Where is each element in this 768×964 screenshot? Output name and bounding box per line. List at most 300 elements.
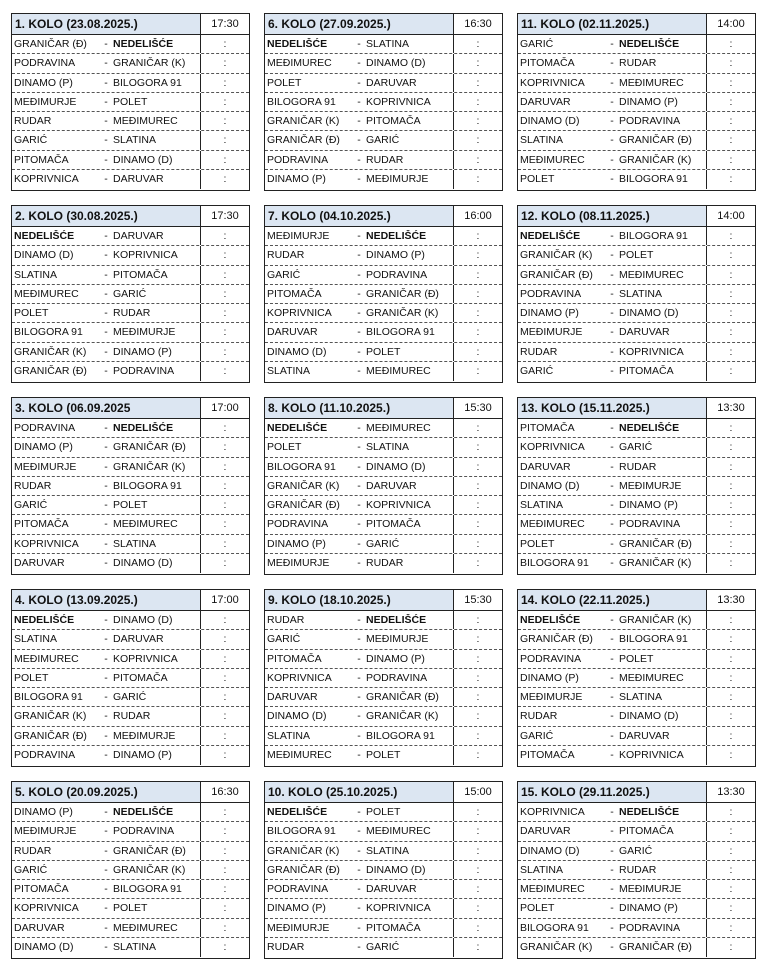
separator: - (610, 652, 614, 665)
match-row (518, 496, 755, 515)
separator: - (610, 38, 614, 51)
separator: - (357, 863, 361, 876)
away-team: SLATINA (619, 287, 662, 300)
separator: - (610, 537, 614, 550)
round-header (265, 14, 502, 35)
home-team: NEDELIŠĆE (14, 230, 75, 243)
away-team: POLET (619, 249, 654, 262)
home-team: KOPRIVNICA (267, 307, 332, 320)
separator: - (610, 806, 614, 819)
away-team: MEĐIMUREC (619, 76, 684, 89)
score-cell: : (200, 669, 249, 687)
home-team: GRANIČAR (Đ) (520, 633, 593, 646)
match-row (12, 93, 249, 112)
score-cell: : (453, 803, 502, 821)
round-table (264, 205, 503, 383)
away-team: DARUVAR (113, 633, 164, 646)
separator: - (104, 729, 108, 742)
match-row (518, 112, 755, 131)
separator: - (357, 153, 361, 166)
round-title: 10. KOLO (25.10.2025.) (268, 785, 398, 799)
score-cell: : (706, 362, 755, 381)
home-team: SLATINA (267, 365, 310, 378)
home-team: GARIĆ (14, 863, 48, 876)
home-team: SLATINA (520, 863, 563, 876)
score-cell: : (200, 554, 249, 573)
separator: - (357, 345, 361, 358)
match-row (12, 880, 249, 899)
home-team: PITOMAČA (520, 749, 575, 762)
match-row (518, 151, 755, 170)
separator: - (104, 249, 108, 262)
round-table (517, 781, 756, 959)
separator: - (357, 710, 361, 723)
away-team: MEĐIMUREC (113, 921, 178, 934)
separator: - (104, 614, 108, 627)
home-team: DINAMO (P) (14, 806, 73, 819)
away-team: GARIĆ (619, 844, 653, 857)
home-team: POLET (14, 671, 49, 684)
home-team: DINAMO (P) (520, 671, 579, 684)
round-title: 15. KOLO (29.11.2025.) (521, 785, 650, 799)
away-team: DINAMO (D) (113, 557, 173, 570)
separator: - (357, 825, 361, 838)
score-cell: : (453, 650, 502, 668)
home-team: DARUVAR (520, 825, 571, 838)
match-row (265, 170, 502, 189)
score-cell: : (200, 727, 249, 745)
away-team: NEDELIŠĆE (113, 38, 174, 51)
home-team: PODRAVINA (520, 287, 582, 300)
home-team: NEDELIŠĆE (14, 614, 75, 627)
home-team: RUDAR (520, 345, 558, 358)
home-team: BILOGORA 91 (520, 557, 589, 570)
away-team: POLET (619, 652, 654, 665)
away-team: MEĐIMUREC (366, 365, 431, 378)
score-cell: : (706, 131, 755, 149)
round-title: 4. KOLO (13.09.2025.) (15, 593, 138, 607)
away-team: GARIĆ (366, 134, 400, 147)
score-cell: : (453, 880, 502, 898)
separator: - (610, 479, 614, 492)
score-cell: : (706, 554, 755, 573)
match-row (265, 515, 502, 534)
away-team: GARIĆ (113, 287, 147, 300)
separator: - (610, 441, 614, 454)
match-row (518, 35, 755, 54)
separator: - (610, 749, 614, 762)
round-table (517, 13, 756, 191)
home-team: GRANIČAR (Đ) (267, 863, 340, 876)
home-team: GARIĆ (14, 499, 48, 512)
home-team: KOPRIVNICA (520, 806, 585, 819)
match-row (265, 343, 502, 362)
kickoff-time: 13:30 (706, 590, 755, 610)
kickoff-time: 16:30 (200, 782, 249, 802)
away-team: KOPRIVNICA (619, 749, 684, 762)
separator: - (610, 230, 614, 243)
kickoff-time: 14:00 (706, 206, 755, 226)
separator: - (357, 537, 361, 550)
score-cell: : (453, 131, 502, 149)
separator: - (357, 57, 361, 70)
kickoff-time: 15:00 (453, 782, 502, 802)
match-row (265, 362, 502, 381)
score-cell: : (200, 803, 249, 821)
separator: - (610, 173, 614, 186)
score-cell: : (200, 438, 249, 456)
score-cell: : (706, 535, 755, 553)
home-team: NEDELIŠĆE (267, 422, 328, 435)
score-cell: : (200, 266, 249, 284)
separator: - (357, 844, 361, 857)
away-team: NEDELIŠĆE (113, 422, 174, 435)
separator: - (104, 537, 108, 550)
away-team: GARIĆ (366, 941, 400, 954)
score-cell: : (200, 496, 249, 514)
home-team: PITOMAČA (14, 518, 69, 531)
home-team: RUDAR (267, 941, 305, 954)
score-cell: : (706, 630, 755, 648)
home-team: BILOGORA 91 (14, 691, 83, 704)
score-cell: : (200, 419, 249, 437)
away-team: MEĐIMUREC (113, 518, 178, 531)
home-team: BILOGORA 91 (267, 460, 336, 473)
match-row (518, 803, 755, 822)
separator: - (104, 691, 108, 704)
score-cell: : (453, 112, 502, 130)
match-row (265, 554, 502, 573)
home-team: DINAMO (P) (520, 307, 579, 320)
away-team: PODRAVINA (619, 921, 681, 934)
round-table (517, 397, 756, 575)
round-header (12, 590, 249, 611)
home-team: GARIĆ (520, 729, 554, 742)
match-row (265, 246, 502, 265)
away-team: POLET (113, 902, 148, 915)
match-row (12, 669, 249, 688)
match-row (12, 74, 249, 93)
separator: - (610, 76, 614, 89)
away-team: RUDAR (113, 307, 151, 320)
score-cell: : (453, 707, 502, 725)
score-cell: : (706, 727, 755, 745)
away-team: PITOMAČA (619, 825, 674, 838)
match-row (265, 650, 502, 669)
score-cell: : (706, 170, 755, 189)
separator: - (357, 806, 361, 819)
home-team: PODRAVINA (267, 153, 329, 166)
round-header (518, 206, 755, 227)
match-row (12, 899, 249, 918)
match-row (12, 515, 249, 534)
round-table (517, 589, 756, 767)
score-cell: : (200, 611, 249, 629)
home-team: GARIĆ (14, 134, 48, 147)
score-cell: : (706, 803, 755, 821)
away-team: BILOGORA 91 (113, 76, 182, 89)
away-team: BILOGORA 91 (619, 633, 688, 646)
away-team: DINAMO (D) (366, 460, 426, 473)
score-cell: : (453, 515, 502, 533)
home-team: DINAMO (D) (14, 941, 74, 954)
separator: - (104, 557, 108, 570)
round-title: 7. KOLO (04.10.2025.) (268, 209, 391, 223)
away-team: SLATINA (113, 537, 156, 550)
round-table (11, 397, 250, 575)
away-team: KOPRIVNICA (366, 902, 431, 915)
score-cell: : (200, 630, 249, 648)
score-cell: : (200, 246, 249, 264)
separator: - (104, 749, 108, 762)
score-cell: : (706, 669, 755, 687)
kickoff-time: 17:00 (200, 398, 249, 418)
separator: - (104, 230, 108, 243)
score-cell: : (453, 554, 502, 573)
away-team: BILOGORA 91 (619, 173, 688, 186)
score-cell: : (453, 611, 502, 629)
separator: - (104, 307, 108, 320)
away-team: SLATINA (619, 691, 662, 704)
round-title: 12. KOLO (08.11.2025.) (521, 209, 650, 223)
home-team: GRANIČAR (Đ) (14, 38, 87, 51)
away-team: POLET (366, 345, 401, 358)
match-row (12, 170, 249, 189)
kickoff-time: 17:30 (200, 14, 249, 34)
separator: - (104, 902, 108, 915)
away-team: RUDAR (113, 710, 151, 723)
separator: - (357, 499, 361, 512)
score-cell: : (453, 477, 502, 495)
match-row (518, 535, 755, 554)
score-cell: : (706, 515, 755, 533)
separator: - (357, 76, 361, 89)
home-team: DARUVAR (520, 95, 571, 108)
home-team: MEĐIMUREC (520, 883, 585, 896)
match-row (518, 669, 755, 688)
match-row (12, 266, 249, 285)
separator: - (104, 671, 108, 684)
away-team: DINAMO (P) (113, 749, 172, 762)
round-table (11, 13, 250, 191)
away-team: PITOMAČA (113, 671, 168, 684)
away-team: DINAMO (D) (113, 153, 173, 166)
away-team: BILOGORA 91 (366, 729, 435, 742)
home-team: POLET (267, 76, 302, 89)
score-cell: : (453, 669, 502, 687)
home-team: PITOMAČA (267, 287, 322, 300)
round-header (518, 782, 755, 803)
score-cell: : (200, 938, 249, 957)
match-row (265, 266, 502, 285)
score-cell: : (453, 285, 502, 303)
home-team: BILOGORA 91 (14, 326, 83, 339)
kickoff-time: 13:30 (706, 782, 755, 802)
score-cell: : (706, 93, 755, 111)
home-team: GRANIČAR (Đ) (14, 365, 87, 378)
round-title: 1. KOLO (23.08.2025.) (15, 17, 138, 31)
separator: - (357, 307, 361, 320)
home-team: MEĐIMURJE (14, 95, 77, 108)
match-row (12, 919, 249, 938)
fixtures-grid (11, 13, 755, 959)
score-cell: : (200, 35, 249, 53)
round-title: 5. KOLO (20.09.2025.) (15, 785, 138, 799)
match-row (265, 611, 502, 630)
separator: - (357, 230, 361, 243)
separator: - (357, 326, 361, 339)
match-row (12, 285, 249, 304)
match-row (518, 246, 755, 265)
kickoff-time: 15:30 (453, 590, 502, 610)
kickoff-time: 17:00 (200, 590, 249, 610)
score-cell: : (453, 496, 502, 514)
separator: - (610, 460, 614, 473)
away-team: POLET (366, 749, 401, 762)
score-cell: : (706, 323, 755, 341)
separator: - (357, 173, 361, 186)
separator: - (610, 557, 614, 570)
home-team: GRANIČAR (Đ) (14, 729, 87, 742)
home-team: PODRAVINA (520, 652, 582, 665)
home-team: GARIĆ (520, 38, 554, 51)
score-cell: : (200, 535, 249, 553)
match-row (265, 151, 502, 170)
score-cell: : (453, 458, 502, 476)
score-cell: : (706, 151, 755, 169)
match-row (265, 727, 502, 746)
score-cell: : (453, 266, 502, 284)
score-cell: : (200, 93, 249, 111)
match-row (518, 861, 755, 880)
separator: - (104, 95, 108, 108)
separator: - (357, 921, 361, 934)
match-row (12, 707, 249, 726)
separator: - (610, 633, 614, 646)
home-team: GRANIČAR (K) (520, 249, 593, 262)
home-team: NEDELIŠĆE (267, 38, 328, 51)
match-row (265, 54, 502, 73)
separator: - (104, 633, 108, 646)
home-team: PITOMAČA (267, 652, 322, 665)
home-team: MEĐIMURJE (267, 921, 330, 934)
home-team: RUDAR (267, 614, 305, 627)
match-row (518, 842, 755, 861)
match-row (518, 170, 755, 189)
match-row (518, 227, 755, 246)
score-cell: : (706, 650, 755, 668)
separator: - (357, 287, 361, 300)
separator: - (104, 422, 108, 435)
away-team: PODRAVINA (366, 671, 428, 684)
score-cell: : (453, 727, 502, 745)
home-team: GRANIČAR (K) (14, 710, 87, 723)
match-row (518, 515, 755, 534)
score-cell: : (706, 246, 755, 264)
score-cell: : (706, 861, 755, 879)
away-team: GRANIČAR (Đ) (366, 287, 439, 300)
score-cell: : (200, 842, 249, 860)
away-team: SLATINA (113, 134, 156, 147)
separator: - (357, 95, 361, 108)
score-cell: : (706, 746, 755, 765)
home-team: PODRAVINA (14, 749, 76, 762)
match-row (518, 727, 755, 746)
away-team: DINAMO (P) (366, 652, 425, 665)
away-team: POLET (366, 806, 401, 819)
score-cell: : (453, 93, 502, 111)
round-table (11, 205, 250, 383)
round-header (265, 206, 502, 227)
home-team: GRANIČAR (Đ) (267, 134, 340, 147)
home-team: GRANIČAR (K) (267, 479, 340, 492)
match-row (12, 227, 249, 246)
score-cell: : (706, 919, 755, 937)
score-cell: : (706, 707, 755, 725)
score-cell: : (200, 74, 249, 92)
match-row (518, 899, 755, 918)
match-row (12, 822, 249, 841)
match-row (265, 842, 502, 861)
away-team: POLET (113, 499, 148, 512)
separator: - (357, 38, 361, 51)
away-team: PITOMAČA (366, 518, 421, 531)
home-team: MEĐIMUREC (14, 652, 79, 665)
separator: - (104, 806, 108, 819)
home-team: GRANIČAR (Đ) (267, 499, 340, 512)
separator: - (104, 38, 108, 51)
home-team: DINAMO (D) (267, 345, 327, 358)
kickoff-time: 13:30 (706, 398, 755, 418)
score-cell: : (453, 688, 502, 706)
match-row (265, 803, 502, 822)
match-row (12, 438, 249, 457)
score-cell: : (706, 438, 755, 456)
separator: - (104, 499, 108, 512)
away-team: SLATINA (366, 38, 409, 51)
match-row (265, 323, 502, 342)
home-team: NEDELIŠĆE (520, 230, 581, 243)
separator: - (610, 326, 614, 339)
score-cell: : (200, 170, 249, 189)
separator: - (610, 710, 614, 723)
home-team: KOPRIVNICA (14, 902, 79, 915)
round-header (12, 206, 249, 227)
away-team: DARUVAR (366, 479, 417, 492)
separator: - (104, 710, 108, 723)
match-row (265, 438, 502, 457)
separator: - (104, 153, 108, 166)
score-cell: : (200, 458, 249, 476)
home-team: DINAMO (D) (520, 115, 580, 128)
away-team: MEĐIMUREC (366, 825, 431, 838)
away-team: GRANIČAR (K) (113, 863, 186, 876)
score-cell: : (453, 842, 502, 860)
home-team: MEĐIMURJE (14, 825, 77, 838)
separator: - (610, 518, 614, 531)
match-row (12, 554, 249, 573)
away-team: POLET (113, 95, 148, 108)
round-table (264, 589, 503, 767)
match-row (518, 323, 755, 342)
away-team: MEĐIMUREC (113, 115, 178, 128)
separator: - (610, 844, 614, 857)
score-cell: : (706, 285, 755, 303)
separator: - (610, 883, 614, 896)
match-row (518, 477, 755, 496)
match-row (265, 285, 502, 304)
home-team: POLET (267, 441, 302, 454)
